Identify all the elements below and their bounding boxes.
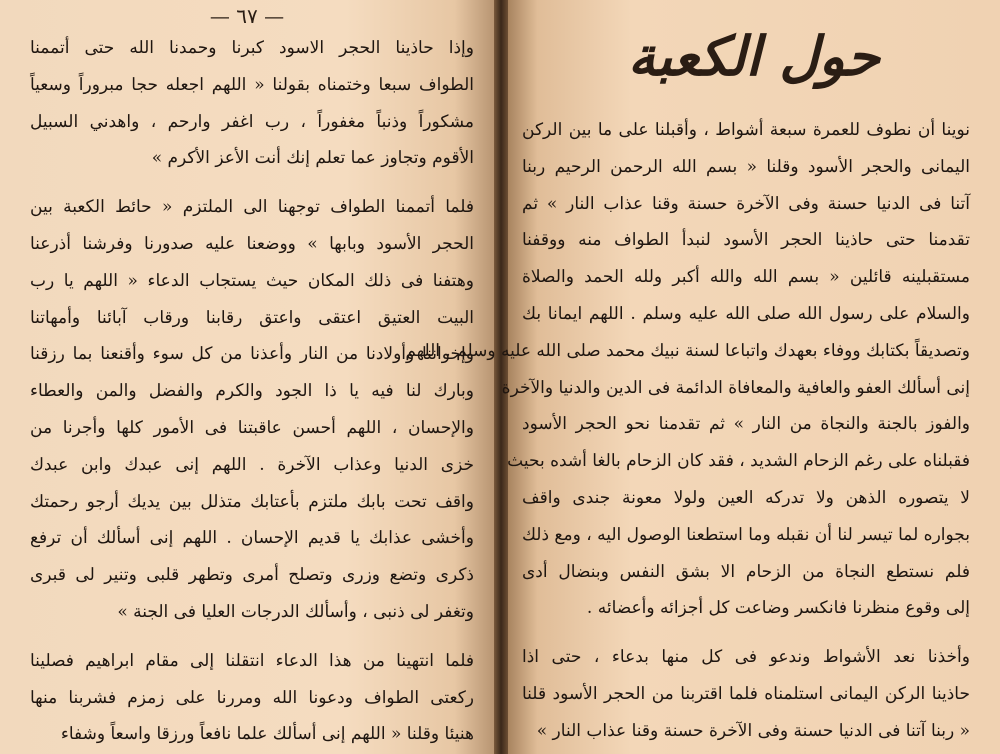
text-line: والسلام على رسول الله صلى الله عليه وسلم . اللهم ايمانا بك [522, 303, 970, 324]
text-line: وأخشى عذابك يا قديم الإحسان . اللهم إنى أسألك أن ترفع [30, 528, 474, 549]
text-line: وبارك لنا فيه يا ذا الجود والكرم والفضل والمن والعطاء [30, 381, 474, 402]
text-line: إنى أسألك العفو والعافية والمعافاة الدائمة فى الدين والدنيا والآخرة [501, 377, 970, 398]
right-page [405, 0, 1000, 754]
text-line: وإخواننا وأولادنا من النار وأعذنا من كل سوء وأقنعنا بما رزقنا [30, 344, 474, 365]
text-line: الطواف سبعا وختمناه بقولنا « اللهم اجعله حجا مبروراً وسعياً [30, 74, 474, 95]
text-line: وهتفنا فى ذلك المكان حيث يستجاب الدعاء « اللهم يا رب [30, 270, 474, 291]
text-line: فلما انتهينا من هذا الدعاء انتقلنا إلى مقام ابراهيم فصلينا [30, 650, 474, 671]
text-line: حاذينا الركن اليمانى استلمناه فلما اقتربنا من الحجر الأسود قلنا [522, 683, 970, 704]
text-line: ذكرى وتضع وزرى وتصلح أمرى وتطهر قلبى وتنير لى قبرى [30, 565, 474, 586]
text-line: والإحسان ، اللهم أحسن عاقبتنا فى الأمور كلها وأجرنا من [30, 417, 474, 438]
text-line: وتصديقاً بكتابك ووفاء بعهدك واتباعا لسنة نبيك محمد صلى الله عليه وسلم . اللهم [405, 340, 970, 361]
text-line: نوينا أن نطوف للعمرة سبعة أشواط ، وأقبلنا على ما بين الركن [522, 120, 970, 140]
text-line: إلى وقوع منظرنا فانكسر وضاعت كل أجزائه وأعضائه . [586, 598, 970, 619]
text-line: هنيئا وقلنا « اللهم إنى أسألك علما نافعاً ورزقا واسعاً وشفاء [60, 724, 474, 745]
text-line: خزى الدنيا وعذاب الآخرة . اللهم إنى عبدك وابن عبدك [30, 454, 474, 475]
text-line: مشكوراً وذنباً مغفوراً ، رب اغفر وارحم ، واهدني السبيل [30, 111, 474, 132]
text-line: البيت العتيق اعتقى واعتق رقابنا ورقاب آبائنا وأمهاتنا [30, 307, 474, 328]
text-line: فقبلناه على رغم الزحام الشديد ، فقد كان الزحام بالغا أشده بحيث [507, 451, 970, 472]
text-line: وأخذنا نعد الأشواط وندعو فى كل منها بدعاء ، حتى اذا [522, 647, 970, 668]
paragraph-gap [522, 627, 970, 639]
text-line: اليمانى والحجر الأسود وقلنا « بسم الله الرحمن الرحيم ربنا [522, 156, 970, 177]
text-line: واقف تحت بابك ملتزم بأعتابك متذلل بين يديك أرجو رحمتك [30, 491, 474, 512]
text-line: لا يتصوره الذهن ولا تدركه العين ولولا معونة جندى واقف [522, 487, 970, 508]
text-line: وإذا حاذينا الحجر الاسود كبرنا وحمدنا الله حتى أتممنا [30, 38, 474, 58]
right-page-text [405, 112, 970, 750]
text-line: وتغفر لى ذنبى ، وأسألك الدرجات العليا فى الجنة » [117, 601, 474, 622]
text-line: فلم نستطع النجاة من الزحام الا بشق النفس وبنضال أدى [522, 561, 970, 582]
paragraph-gap [30, 631, 474, 643]
text-line: تقدمنا حتى حاذينا الحجر الأسود لنبدأ الطواف منه ووقفنا [522, 230, 970, 251]
left-page [0, 0, 494, 754]
text-line: فلما أتممنا الطواف توجهنا الى الملتزم « حائط الكعبة بين [30, 197, 474, 218]
text-line: « ربنا آتنا فى الدنيا حسنة وفى الآخرة حسنة وقنا عذاب النار » [536, 720, 970, 741]
chapter-title: حول الكعبة [628, 24, 880, 88]
page-number: — ٦٧ — [209, 4, 285, 28]
text-line: ركعتى الطواف ودعونا الله ومررنا على زمزم فشربنا منها [30, 687, 474, 708]
text-line: الأقوم وتجاوز عما تعلم إنك أنت الأعز الأكرم » [151, 148, 474, 169]
left-page-text [30, 30, 474, 753]
text-line: والفوز بالجنة والنجاة من النار » ثم تقدمنا نحو الحجر الأسود [522, 414, 970, 435]
text-line: آتنا فى الدنيا حسنة وفى الآخرة حسنة وقنا عذاب النار » ثم [522, 193, 970, 214]
text-line: مستقبلينه قائلين « بسم الله والله أكبر ولله الحمد والصلاة [522, 267, 970, 288]
paragraph-gap [30, 177, 474, 189]
text-line: بجواره لما تيسر لنا أن نقبله وما استطعنا الوصول اليه ، ومع ذلك [521, 524, 970, 545]
text-line: الحجر الأسود وبابها » ووضعنا عليه صدورنا وفرشنا أذرعنا [30, 233, 474, 254]
